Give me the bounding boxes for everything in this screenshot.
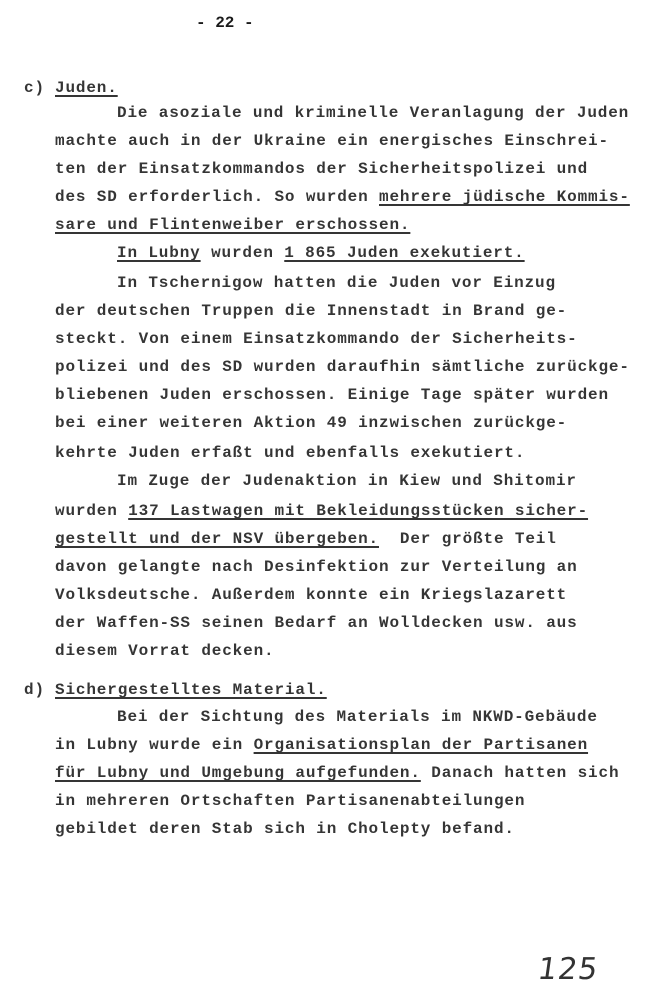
underlined-text: 1 865 Juden exekutiert. [284,244,525,262]
text-line [55,557,578,577]
text-segment: bei einer weiteren Aktion 49 inzwischen zurückge- [55,414,568,432]
underlined-text: sare und Flintenweiber erschossen. [55,216,411,234]
text-line [55,215,410,235]
text-line [117,707,598,727]
text-segment: in mehreren Ortschaften Partisanenabteilungen [55,792,526,810]
text-segment: polizei und des SD wurden daraufhin sämtliche zurückge- [55,358,630,376]
text-line [55,735,588,755]
underlined-text: 137 Lastwagen mit Bekleidungsstücken sicher- [128,502,589,520]
text-line [55,443,525,463]
underlined-text: mehrere jüdische Kommis- [379,188,630,206]
text-segment: Der größte Teil [379,530,557,548]
text-line [55,791,525,811]
text-line [55,413,567,433]
text-line [55,131,609,151]
text-line [55,585,567,605]
text-line [117,103,629,123]
handwritten-folio-number: 125 [535,952,601,987]
section-label: d) [24,681,45,699]
text-segment: der deutschen Truppen die Innenstadt in Brand ge- [55,302,568,320]
text-segment: machte auch in der Ukraine ein energisches Einschrei- [55,132,609,150]
text-line [117,471,577,491]
text-segment: des SD erforderlich. So wurden [55,188,379,206]
text-segment: ten der Einsatzkommandos der Sicherheitspolizei und [55,160,589,178]
text-line [117,243,525,263]
text-line [55,529,557,549]
underlined-text: In Lubny [117,244,201,262]
text-segment: gebildet deren Stab sich in Cholepty befand. [55,820,515,838]
underlined-text: für Lubny und Umgebung aufgefunden. [55,764,421,782]
text-line [55,357,630,377]
text-segment: diesem Vorrat decken. [55,642,275,660]
underlined-text: gestellt und der NSV übergeben. [55,530,379,548]
text-line [55,301,567,321]
text-segment: Die asoziale und kriminelle Veranlagung der Juden [117,104,630,122]
text-segment: wurden [55,502,129,520]
section-heading: Juden. [55,79,118,97]
text-segment: bliebenen Juden erschossen. Einige Tage später wurden [55,386,609,404]
text-line [55,385,609,405]
text-segment: in Lubny wurde ein [55,736,254,754]
text-segment: davon gelangte nach Desinfektion zur Verteilung an [55,558,578,576]
text-line [55,501,588,521]
text-line [55,187,630,207]
text-segment: Bei der Sichtung des Materials im NKWD-Gebäude [117,708,598,726]
text-segment: der Waffen-SS seinen Bedarf an Wolldecken usw. aus [55,614,578,632]
underlined-text: Organisationsplan der Partisanen [253,736,589,754]
section-heading: Sichergestelltes Material. [55,681,327,699]
text-line [55,613,578,633]
text-line [55,763,619,783]
text-segment: steckt. Von einem Einsatzkommando der Sicherheits- [55,330,578,348]
text-segment: Volksdeutsche. Außerdem konnte ein Kriegslazarett [55,586,568,604]
text-line [55,329,578,349]
text-line [55,641,274,661]
text-line [117,273,556,293]
text-segment: In Tschernigow hatten die Juden vor Einzug [117,274,556,292]
page-number: - 22 - [196,14,254,32]
text-segment: Im Zuge der Judenaktion in Kiew und Shitomir [117,472,577,490]
text-line [55,159,588,179]
text-line [55,819,515,839]
text-segment: wurden [200,244,285,262]
text-segment: Danach hatten sich [420,764,620,782]
text-segment: kehrte Juden erfaßt und ebenfalls exekutiert. [55,444,526,462]
section-label: c) [24,79,45,97]
